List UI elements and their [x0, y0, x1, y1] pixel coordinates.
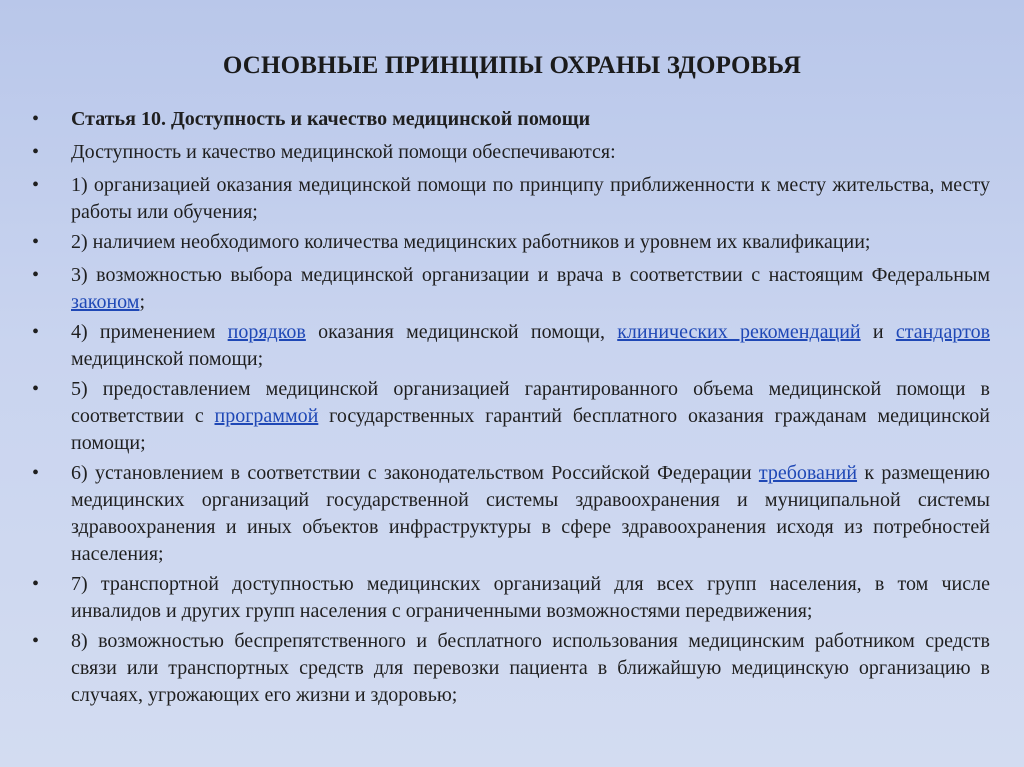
clinical-recommendations-link[interactable]: клинических рекомендаций [617, 321, 861, 343]
bullet-marker: • [32, 264, 40, 286]
item-3-suffix: ; [139, 291, 146, 313]
item-5-prefix: 5) предоставлением медицинской организацией гарантированного объема медицинской помощи в соответствии с [71, 378, 990, 427]
bullet-marker: • [32, 108, 40, 130]
list-item-7 [32, 571, 990, 625]
list-item-6 [32, 460, 990, 568]
bullet-marker: • [32, 378, 40, 400]
item-6-suffix: к размещению медицинских организаций государственной системы здравоохранения и муниципальной системы здравоохранения и иных объектов инфраструктуры в сфере здравоохранения исходя из потребностей населения; [71, 462, 991, 565]
program-link[interactable]: программой [214, 405, 319, 427]
item-1-text: 1) организацией оказания медицинской помощи по принципу приближенности к месту жительства, месту работы или обучения; [71, 174, 990, 223]
list-item-3 [32, 262, 990, 316]
law-link[interactable]: законом [71, 291, 140, 313]
item-4-mid1: оказания медицинской помощи, [305, 321, 618, 343]
list-item-5 [32, 376, 990, 457]
list-item-4 [32, 319, 990, 373]
item-4-prefix: 4) применением [71, 321, 228, 343]
item-7-text: 7) транспортной доступностью медицинских организаций для всех групп населения, в том числе инвалидов и других групп населения с ограниченными возможностями передвижения; [71, 573, 990, 622]
principles-list [32, 106, 990, 712]
item-2-text: 2) наличием необходимого количества медицинских работников и уровнем их квалификации; [71, 231, 871, 253]
article-heading: Статья 10. Доступность и качество медицинской помощи [71, 108, 591, 130]
item-4-suffix: медицинской помощи; [71, 348, 264, 370]
standards-link[interactable]: стандартов [895, 321, 991, 343]
item-4-mid2: и [860, 321, 896, 343]
bullet-marker: • [32, 630, 40, 652]
list-item-intro [32, 139, 990, 166]
list-item-1 [32, 172, 990, 226]
slide-title: ОСНОВНЫЕ ПРИНЦИПЫ ОХРАНЫ ЗДОРОВЬЯ [222, 52, 802, 79]
bullet-marker: • [32, 141, 40, 163]
item-3-prefix: 3) возможностью выбора медицинской организации и врача в соответствии с настоящим Федеральным [71, 264, 990, 286]
bullet-marker: • [32, 462, 40, 484]
procedures-link[interactable]: порядков [227, 321, 306, 343]
requirements-link[interactable]: требований [758, 462, 858, 484]
item-6-prefix: 6) установлением в соответствии с законодательством Российской Федерации [71, 462, 759, 484]
intro-text: Доступность и качество медицинской помощи обеспечиваются: [71, 141, 616, 163]
bullet-marker: • [32, 573, 40, 595]
bullet-marker: • [32, 231, 40, 253]
bullet-marker: • [32, 321, 40, 343]
list-item-2 [32, 229, 990, 256]
item-5-suffix: государственных гарантий бесплатного оказания гражданам медицинской помощи; [71, 405, 990, 454]
list-item-article [32, 106, 990, 133]
bullet-marker: • [32, 174, 40, 196]
item-8-text: 8) возможностью беспрепятственного и бесплатного использования медицинским работником средств связи или транспортных средств для перевозки пациента в ближайшую медицинскую организацию в случаях, угрожающих его жизни и здоровью; [71, 630, 990, 706]
list-item-8 [32, 628, 990, 709]
